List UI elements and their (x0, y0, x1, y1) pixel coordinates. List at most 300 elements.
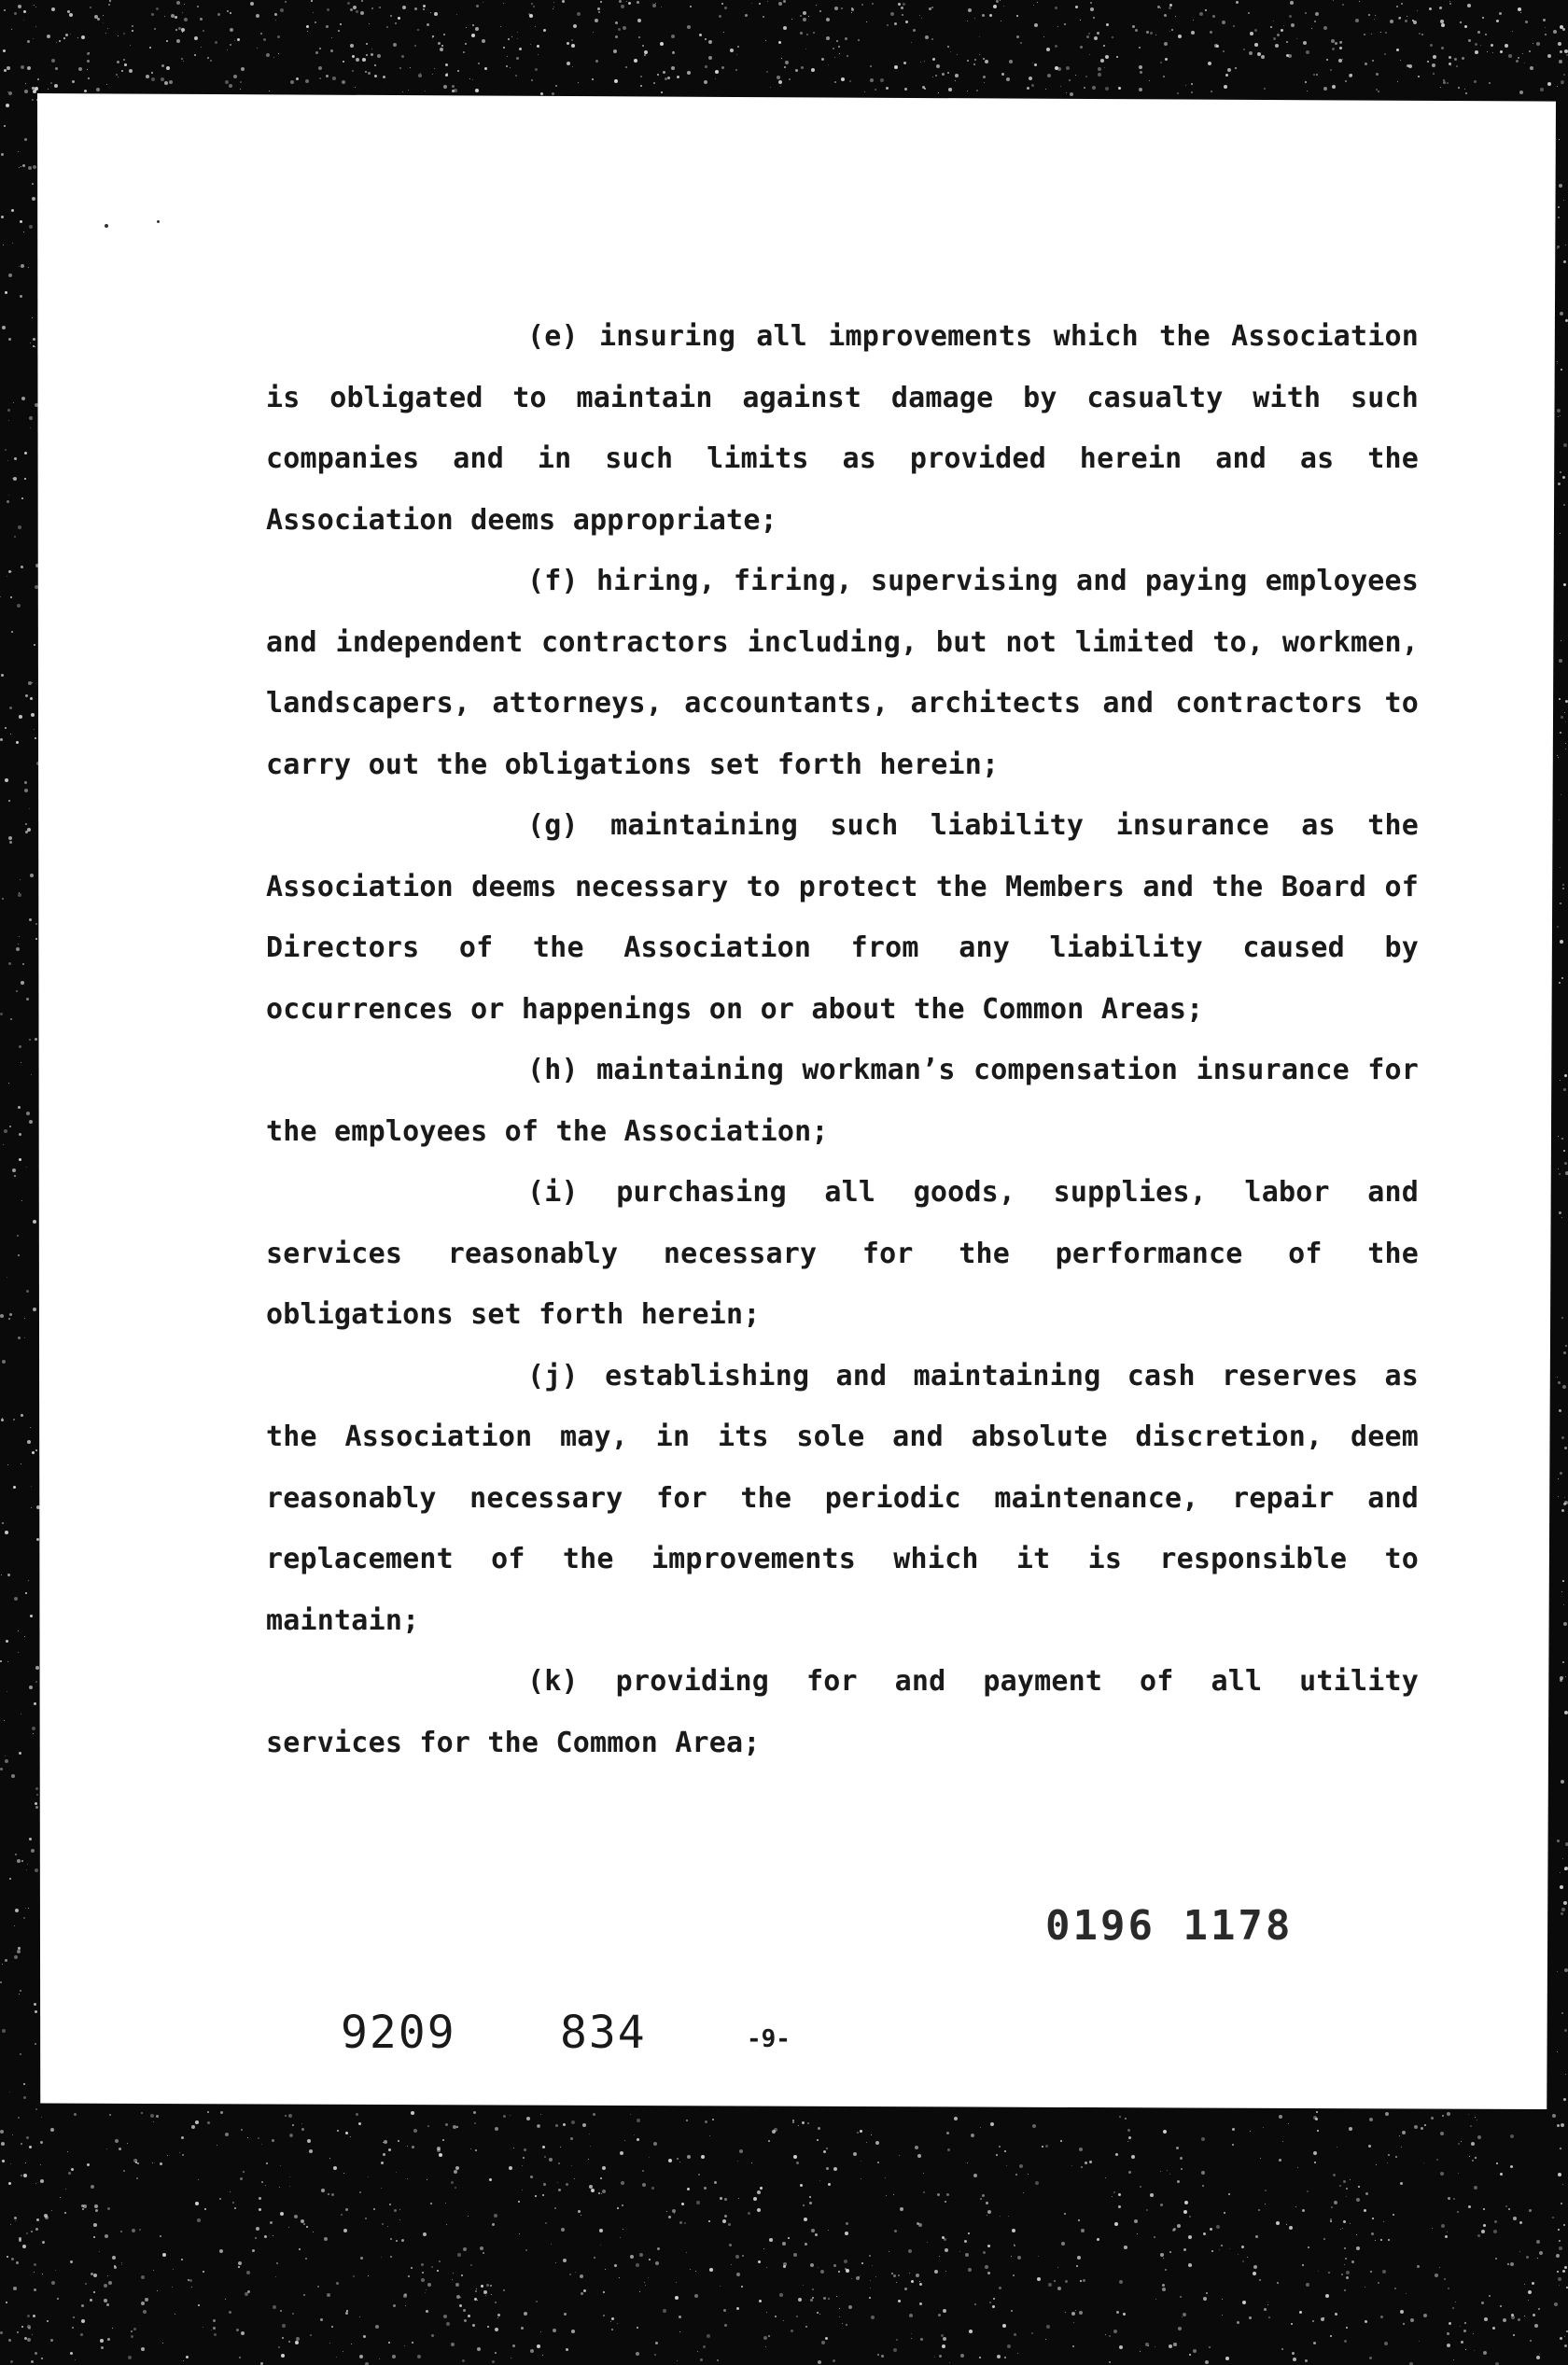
noise-speck (834, 81, 836, 83)
noise-speck (1562, 888, 1564, 889)
noise-speck (905, 21, 908, 23)
noise-speck (105, 33, 106, 34)
noise-speck (851, 2278, 852, 2279)
noise-speck (1483, 2208, 1485, 2210)
noise-speck (475, 27, 479, 31)
noise-speck (8, 495, 9, 496)
noise-speck (1564, 2344, 1567, 2347)
noise-speck (326, 75, 329, 77)
noise-speck (663, 2309, 666, 2313)
noise-speck (1471, 2142, 1475, 2146)
noise-speck (974, 18, 975, 19)
noise-speck (252, 2249, 255, 2252)
noise-speck (143, 2310, 147, 2314)
noise-speck (33, 338, 35, 341)
noise-speck (1193, 2349, 1197, 2353)
noise-speck (27, 40, 30, 43)
noise-speck (301, 2128, 304, 2131)
noise-speck (1443, 79, 1445, 81)
noise-speck (289, 2134, 293, 2137)
noise-speck (1173, 2228, 1176, 2231)
noise-speck (156, 2115, 159, 2118)
noise-speck (1483, 2351, 1487, 2355)
noise-speck (1558, 217, 1560, 218)
noise-speck (1279, 2159, 1281, 2162)
noise-speck (10, 2360, 13, 2363)
noise-speck (13, 2287, 17, 2290)
noise-speck (69, 13, 73, 17)
noise-speck (153, 2270, 154, 2271)
noise-speck (766, 2267, 767, 2268)
noise-speck (1241, 2246, 1244, 2248)
noise-speck (1417, 2265, 1420, 2268)
noise-speck (136, 2160, 137, 2161)
noise-speck (1019, 2164, 1023, 2168)
book-page-stamp: 0196 1178 (1045, 1902, 1294, 1950)
noise-speck (261, 2144, 262, 2145)
noise-speck (719, 15, 721, 18)
noise-speck (1513, 2334, 1515, 2336)
noise-speck (24, 1318, 25, 1319)
noise-speck (48, 89, 49, 90)
noise-speck (624, 2140, 625, 2141)
noise-speck (439, 2260, 441, 2262)
noise-speck (1382, 2270, 1386, 2274)
noise-speck (123, 59, 125, 61)
noise-speck (33, 1308, 36, 1311)
noise-speck (1390, 20, 1393, 23)
noise-speck (1350, 2223, 1351, 2224)
noise-speck (181, 2136, 184, 2139)
noise-speck (1297, 2167, 1298, 2168)
noise-speck (640, 76, 642, 77)
noise-speck (642, 2183, 646, 2187)
noise-speck (817, 2312, 819, 2314)
noise-speck (1563, 1604, 1564, 1605)
noise-speck (757, 2190, 761, 2194)
noise-speck (917, 2154, 921, 2158)
noise-speck (622, 2204, 623, 2206)
noise-speck (33, 165, 36, 169)
noise-speck (93, 2236, 95, 2238)
noise-speck (826, 36, 830, 40)
noise-speck (51, 7, 55, 11)
noise-speck (411, 2267, 413, 2269)
noise-speck (1475, 2157, 1477, 2159)
noise-speck (1014, 2245, 1015, 2246)
noise-speck (1464, 2322, 1466, 2324)
noise-speck (430, 2203, 432, 2204)
noise-speck (1183, 2313, 1186, 2316)
noise-speck (12, 2134, 13, 2135)
noise-speck (405, 2305, 406, 2306)
noise-speck (130, 45, 131, 46)
noise-speck (495, 2302, 497, 2303)
noise-speck (1557, 409, 1561, 413)
noise-speck (1169, 31, 1170, 32)
noise-speck (610, 2321, 611, 2322)
noise-speck (255, 2237, 257, 2239)
noise-speck (256, 2227, 259, 2231)
noise-speck (1089, 54, 1090, 55)
noise-speck (1340, 2229, 1341, 2230)
noise-speck (50, 82, 52, 84)
noise-speck (13, 1486, 16, 1489)
noise-speck (109, 0, 111, 2)
noise-speck (904, 88, 907, 91)
noise-speck (8, 273, 12, 277)
noise-speck (19, 892, 20, 893)
noise-speck (503, 47, 505, 49)
noise-speck (31, 1074, 32, 1075)
noise-speck (1165, 2269, 1167, 2271)
noise-speck (544, 2156, 546, 2158)
noise-speck (946, 2193, 949, 2196)
noise-speck (21, 497, 23, 499)
noise-speck (1105, 2177, 1106, 2178)
noise-speck (1306, 50, 1309, 54)
noise-speck (1106, 23, 1109, 26)
noise-speck (8, 338, 11, 341)
noise-speck (446, 73, 448, 75)
noise-speck (30, 427, 31, 428)
noise-speck (347, 2, 350, 5)
noise-speck (350, 8, 353, 11)
noise-speck (51, 2281, 55, 2285)
noise-speck (10, 734, 11, 735)
noise-speck (588, 2159, 589, 2160)
noise-speck (801, 66, 804, 69)
noise-speck (530, 2176, 533, 2178)
noise-speck (21, 1860, 23, 1862)
noise-speck (1258, 2209, 1260, 2211)
noise-speck (1442, 2115, 1444, 2117)
noise-speck (1085, 2162, 1087, 2164)
noise-speck (18, 1336, 21, 1339)
noise-speck (9, 841, 12, 844)
noise-speck (67, 2151, 68, 2152)
noise-speck (10, 1018, 12, 1020)
noise-speck (783, 26, 787, 30)
noise-speck (70, 34, 71, 35)
noise-speck (898, 2274, 900, 2276)
noise-speck (1316, 74, 1318, 76)
noise-speck (1, 674, 4, 677)
noise-speck (1066, 66, 1070, 70)
noise-speck (571, 44, 575, 48)
noise-speck (979, 36, 980, 37)
noise-speck (1286, 2224, 1287, 2225)
noise-speck (1358, 2186, 1360, 2188)
noise-speck (1419, 2341, 1420, 2342)
noise-speck (20, 1990, 21, 1992)
noise-speck (51, 59, 55, 63)
noise-speck (1219, 2249, 1220, 2250)
noise-speck (1468, 2205, 1471, 2208)
noise-speck (455, 2187, 456, 2189)
noise-speck (1081, 2229, 1085, 2232)
noise-speck (523, 2157, 525, 2159)
noise-speck (26, 2232, 28, 2234)
noise-speck (562, 0, 565, 3)
noise-speck (929, 7, 931, 10)
noise-speck (913, 29, 916, 32)
noise-speck (1559, 2285, 1560, 2286)
noise-speck (637, 19, 641, 22)
noise-speck (34, 2263, 36, 2266)
noise-speck (1181, 2168, 1183, 2170)
noise-speck (1162, 2284, 1165, 2287)
noise-speck (1477, 2135, 1481, 2139)
noise-speck (1176, 2147, 1179, 2149)
paragraph-f: (f) hiring, firing, supervising and paying employees and independent contractors including, but not limited to, workmen, landscapers, attorneys, accountants, architects and contractors to carry out the obligations set forth herein; (266, 565, 1419, 781)
noise-speck (735, 69, 737, 71)
noise-speck (931, 38, 933, 40)
noise-speck (803, 2285, 804, 2286)
noise-speck (999, 2287, 1001, 2289)
noise-speck (1177, 2180, 1180, 2183)
noise-speck (1385, 32, 1387, 34)
noise-speck (440, 48, 443, 51)
noise-speck (301, 2123, 302, 2124)
noise-speck (207, 2121, 210, 2124)
noise-speck (1000, 2216, 1001, 2217)
noise-speck (421, 2263, 424, 2266)
noise-speck (1046, 48, 1050, 51)
noise-speck (164, 81, 168, 85)
noise-speck (2, 2160, 5, 2162)
noise-speck (8, 962, 11, 965)
noise-speck (1562, 2184, 1563, 2185)
noise-speck (509, 2166, 512, 2170)
noise-speck (805, 2326, 807, 2328)
noise-speck (41, 2117, 42, 2118)
noise-speck (1013, 2274, 1015, 2276)
noise-speck (401, 55, 404, 58)
noise-speck (32, 183, 34, 185)
noise-speck (1564, 49, 1568, 53)
noise-speck (1369, 2118, 1373, 2121)
noise-speck (720, 2197, 722, 2200)
noise-speck (645, 2285, 646, 2286)
noise-speck (909, 2273, 910, 2274)
noise-speck (1447, 2332, 1449, 2335)
noise-speck (1279, 2115, 1282, 2119)
noise-speck (278, 53, 279, 54)
noise-speck (32, 1451, 35, 1454)
noise-speck (1461, 2141, 1462, 2142)
noise-speck (1558, 1496, 1559, 1497)
noise-speck (404, 2345, 405, 2346)
noise-speck (477, 2347, 481, 2351)
noise-speck (11, 571, 12, 572)
noise-speck (1513, 2217, 1517, 2220)
noise-speck (1565, 1345, 1567, 1347)
noise-speck (939, 2355, 942, 2358)
noise-speck (9, 707, 12, 709)
noise-speck (1242, 2260, 1244, 2262)
noise-speck (275, 20, 276, 21)
noise-speck (8, 800, 10, 802)
noise-speck (531, 3, 533, 5)
noise-speck (358, 2122, 361, 2125)
noise-speck (7, 91, 8, 92)
noise-speck (898, 2300, 901, 2302)
noise-speck (1485, 34, 1487, 35)
noise-speck (329, 2158, 330, 2159)
noise-speck (1203, 2232, 1206, 2235)
noise-speck (153, 2121, 154, 2122)
noise-speck (1534, 2324, 1538, 2328)
noise-speck (1460, 21, 1462, 23)
noise-speck (345, 2132, 348, 2134)
noise-speck (1342, 4, 1344, 6)
noise-speck (33, 1220, 36, 1224)
noise-speck (823, 2150, 826, 2153)
noise-speck (1344, 2340, 1347, 2343)
noise-speck (35, 1787, 38, 1790)
noise-speck (621, 2181, 624, 2185)
noise-speck (1055, 45, 1057, 48)
noise-speck (636, 2263, 639, 2267)
noise-speck (602, 2166, 606, 2170)
noise-speck (90, 7, 91, 8)
noise-speck (1401, 2147, 1402, 2148)
noise-speck (1414, 2125, 1418, 2129)
noise-speck (28, 681, 32, 685)
noise-speck (866, 21, 867, 22)
noise-speck (71, 2168, 74, 2171)
noise-speck (373, 2208, 375, 2210)
noise-speck (384, 2140, 387, 2144)
noise-speck (35, 2352, 37, 2355)
noise-speck (93, 2274, 97, 2277)
noise-speck (1432, 2228, 1433, 2229)
noise-speck (826, 2167, 829, 2170)
noise-speck (1400, 2182, 1403, 2185)
noise-speck (967, 2162, 968, 2163)
noise-speck (1260, 2158, 1261, 2159)
noise-speck (1440, 87, 1441, 88)
noise-speck (1560, 50, 1562, 53)
noise-speck (1564, 1868, 1566, 1870)
noise-speck (331, 2193, 334, 2196)
noise-speck (982, 2194, 985, 2197)
noise-speck (1559, 1409, 1561, 1412)
noise-speck (289, 2186, 290, 2187)
noise-speck (1561, 1217, 1562, 1218)
noise-speck (423, 2232, 427, 2236)
noise-speck (1288, 2123, 1289, 2124)
noise-speck (483, 2252, 484, 2254)
noise-speck (18, 525, 21, 529)
noise-speck (175, 16, 177, 19)
noise-speck (1561, 1436, 1564, 1439)
noise-speck (1146, 31, 1149, 34)
noise-speck (1561, 2123, 1564, 2127)
noise-speck (974, 2303, 976, 2305)
noise-speck (553, 2, 554, 3)
noise-speck (600, 2245, 601, 2246)
noise-speck (191, 2125, 195, 2129)
noise-speck (660, 42, 664, 46)
noise-speck (132, 2229, 135, 2232)
noise-speck (88, 77, 90, 79)
noise-speck (753, 2197, 757, 2201)
noise-speck (1070, 92, 1073, 96)
noise-speck (1375, 15, 1376, 16)
noise-speck (1439, 7, 1442, 9)
noise-speck (1224, 2212, 1225, 2214)
noise-speck (1453, 2198, 1455, 2200)
noise-speck (1462, 57, 1464, 60)
noise-speck (535, 26, 536, 27)
noise-speck (19, 1158, 21, 1161)
noise-speck (968, 8, 972, 12)
noise-speck (472, 24, 474, 26)
noise-speck (968, 2268, 972, 2272)
noise-speck (1394, 2288, 1396, 2289)
noise-speck (29, 1039, 31, 1041)
noise-speck (197, 2218, 201, 2222)
noise-speck (618, 28, 621, 31)
noise-speck (272, 2139, 274, 2142)
noise-speck (1564, 1074, 1567, 1077)
noise-speck (460, 2297, 461, 2298)
noise-speck (1342, 59, 1343, 60)
noise-speck (708, 56, 712, 60)
page-number: -9- (747, 2025, 791, 2053)
noise-speck (203, 30, 204, 32)
noise-speck (485, 2295, 486, 2296)
noise-speck (668, 2159, 672, 2162)
noise-speck (844, 2260, 847, 2263)
noise-speck (1302, 2209, 1305, 2212)
noise-speck (1351, 2260, 1354, 2263)
noise-speck (17, 1950, 21, 1953)
noise-speck (315, 21, 316, 23)
noise-speck (108, 4, 110, 6)
noise-speck (19, 715, 22, 719)
noise-speck (1561, 977, 1563, 979)
noise-speck (164, 16, 165, 17)
noise-speck (757, 2208, 761, 2212)
noise-speck (407, 2178, 408, 2179)
noise-speck (374, 75, 377, 77)
noise-speck (628, 2, 631, 5)
noise-speck (945, 2201, 946, 2203)
noise-speck (1119, 2116, 1121, 2118)
noise-speck (976, 90, 978, 91)
noise-speck (894, 65, 898, 69)
noise-speck (1558, 757, 1559, 758)
noise-speck (33, 38, 34, 39)
noise-speck (1034, 63, 1037, 66)
noise-speck (336, 2357, 337, 2358)
noise-speck (136, 2177, 138, 2179)
noise-speck (1383, 2221, 1384, 2222)
noise-speck (1076, 2265, 1078, 2267)
noise-speck (313, 12, 314, 13)
noise-speck (619, 2277, 620, 2278)
noise-speck (0, 1768, 3, 1770)
noise-speck (1529, 2209, 1532, 2212)
noise-speck (290, 80, 294, 84)
noise-speck (1, 153, 4, 156)
noise-speck (1079, 2148, 1083, 2151)
noise-speck (1443, 81, 1446, 84)
noise-speck (280, 2212, 284, 2216)
